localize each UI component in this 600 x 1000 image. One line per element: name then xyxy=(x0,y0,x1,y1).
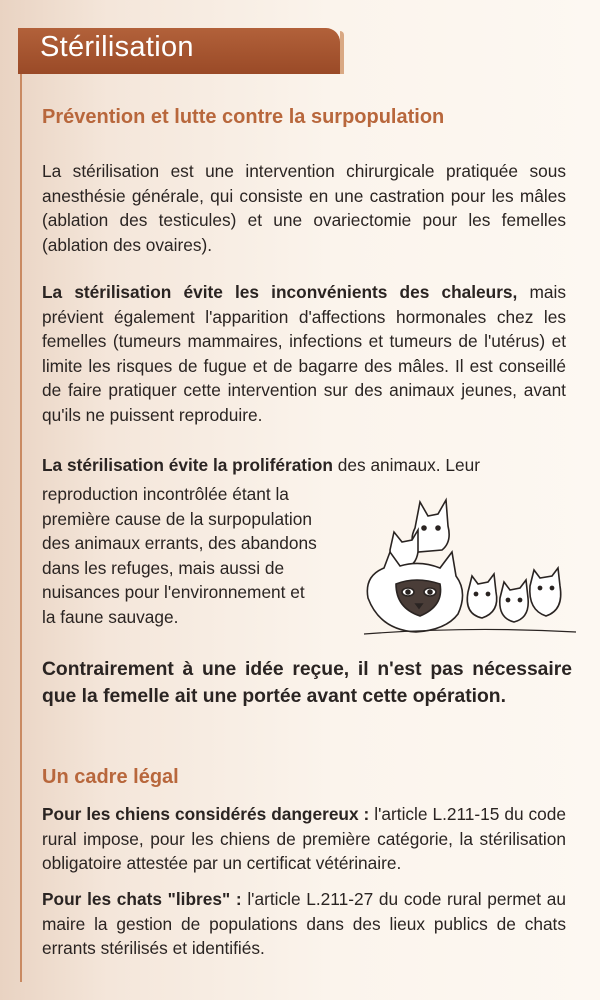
text-line: reproduction incontrôlée étant la xyxy=(42,484,289,504)
paragraph-heat-text: mais prévient également l'apparition d'affections hormonales chez les femelles (tumeurs mammaires, infections et tumeurs de l'utérus) et limite les risques de fugue et de bagarre des mâles. Il est conseillé de faire pratiquer cette intervention sur des animaux jeunes, avant qu'ils ne puissent reproduire. xyxy=(42,282,566,425)
paragraph-dangerous-dogs xyxy=(42,802,566,876)
left-margin-rule xyxy=(20,60,22,982)
text-line: première cause de la surpopulation xyxy=(42,508,312,529)
section-heading-legal: Un cadre légal xyxy=(42,766,179,788)
paragraph-heat xyxy=(42,280,566,427)
text-line: dans les refuges, mais aussi de xyxy=(42,557,285,578)
paragraph-free-cats xyxy=(42,887,566,961)
text-line: la faune sauvage. xyxy=(42,606,179,627)
paragraph-heat-bold: La stérilisation évite les inconvénients des chaleurs, xyxy=(42,282,518,302)
paragraph-cats-text: l'article L.211-27 du code rural permet au maire la gestion de populations dans des lieux publics de chats errants stérilisés et identifiés. xyxy=(42,889,567,958)
paragraph-proliferation-lead xyxy=(42,453,566,478)
paragraph-dogs-text: l'article L.211-15 du code rural impose, pour les chiens de première catégorie, la stérilisation obligatoire attestée par un certificat vétérinaire. xyxy=(42,804,566,873)
warning-paragraph: Contrairement à une idée reçue, il n'est pas nécessaire que la femelle ait une portée avant cette opération. xyxy=(42,659,572,707)
cat-and-kittens-illustration xyxy=(360,480,580,640)
paragraph-dogs-bold: Pour les chiens considérés dangereux : xyxy=(42,804,370,824)
paragraph-definition: La stérilisation est une intervention chirurgicale pratiquée sous anesthésie générale, qui consiste en une castration pour les mâles (ablation des testicules) et une ovariectomie pour les femelles (ablation des ovaires). xyxy=(42,161,566,255)
section-banner xyxy=(18,28,340,74)
text-line: nuisances pour l'environnement et xyxy=(42,582,305,602)
paragraph-proliferation-body xyxy=(42,482,360,629)
page-title: Stérilisation xyxy=(40,31,194,63)
paragraph-proliferation-bold: La stérilisation évite la prolifération xyxy=(42,455,333,475)
text-line: des animaux errants, des abandons xyxy=(42,533,317,553)
paragraph-cats-bold: Pour les chats "libres" : xyxy=(42,889,242,909)
paragraph-proliferation-text: des animaux. Leur xyxy=(332,455,480,475)
section-heading-prevention: Prévention et lutte contre la surpopulation xyxy=(42,106,445,128)
